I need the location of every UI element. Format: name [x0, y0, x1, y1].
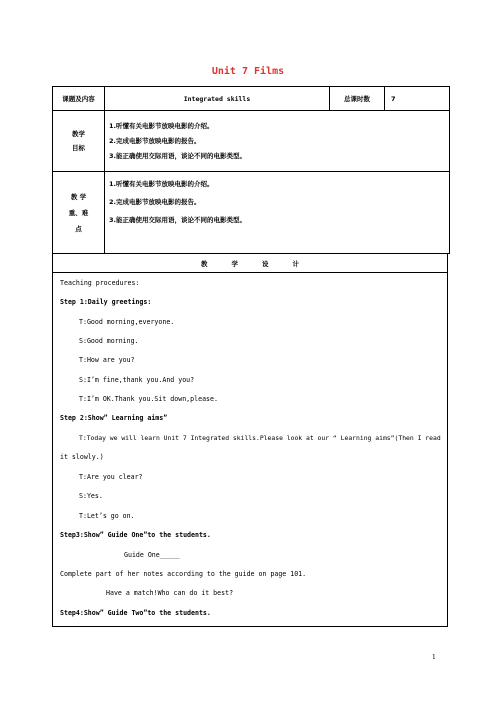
hours-label: 总课时数 [330, 87, 385, 111]
keypoint-item: 1.听懂有关电影节放映电影的介绍。 [109, 180, 214, 188]
dialogue-line: T:Today we will learn Unit 7 Integrated skills.Please look at our “ Learning aims”(Then I read [79, 434, 441, 442]
objective-item: 3.能正确使用交际用语，谈论不同的电影类型。 [109, 151, 246, 160]
objectives-label [53, 111, 105, 172]
objectives-label-line1: 教学 [72, 130, 85, 138]
dialogue-line: T:Good morning,everyone. [79, 318, 175, 326]
keypoints-label-line2: 重、难 [68, 208, 89, 217]
body-line: Complete part of her notes according to the guide on page 101. [60, 570, 307, 578]
keypoint-item: 2.完成电影节放映电影的报告。 [109, 198, 201, 206]
teaching-design-heading [52, 254, 448, 273]
keypoints-label-line1: 教 学 [70, 192, 87, 201]
page-number: 1 [432, 654, 436, 661]
objectives-content [105, 111, 450, 172]
topic-label: 课题及内容 [53, 87, 105, 111]
step-heading: Step4:Show” Guide Two”to the students. [60, 609, 211, 617]
objective-item: 1.听懂有关电影节放映电影的介绍。 [109, 121, 214, 130]
document-title: Unit 7 Films [211, 66, 285, 77]
dialogue-line: T:How are you? [79, 356, 135, 364]
topic-value: Integrated skills [105, 87, 330, 111]
heading-char: 学 [231, 259, 238, 268]
dialogue-line: T:Let’s go on. [79, 512, 135, 520]
hours-value: 7 [385, 87, 450, 111]
lesson-info-table [52, 86, 450, 254]
heading-char: 设 [262, 259, 269, 268]
dialogue-line: T:Are you clear? [79, 473, 143, 481]
keypoints-label [53, 172, 105, 254]
dialogue-line: T:I’m OK.Thank you.Sit down,please. [79, 395, 218, 403]
step-heading: Step 1:Daily greetings: [60, 298, 152, 306]
guide-label: Guide One_____ [124, 551, 180, 559]
objective-item: 2.完成电影节放映电影的报告。 [109, 136, 201, 145]
dialogue-line: S:I’m fine,thank you.And you? [79, 376, 195, 384]
heading-char: 教 [201, 259, 208, 268]
heading-char: 计 [292, 259, 299, 268]
step-heading: Step 2:Show” Learning aims” [60, 414, 168, 422]
objectives-label-line2: 目标 [72, 144, 85, 152]
body-line: Teaching procedures: [60, 279, 140, 287]
keypoints-label-line3: 点 [75, 224, 82, 233]
dialogue-line: S:Yes. [79, 492, 103, 500]
step-heading: Step3:Show” Guide One”to the students. [60, 531, 211, 539]
body-line: it slowly.) [60, 453, 104, 461]
keypoint-item: 3.能正确使用交际用语，谈论不同的电影类型。 [109, 216, 246, 224]
dialogue-line: S:Good morning. [79, 337, 139, 345]
body-line: Have a match!Who can do it best? [106, 589, 234, 597]
keypoints-content [105, 172, 450, 254]
